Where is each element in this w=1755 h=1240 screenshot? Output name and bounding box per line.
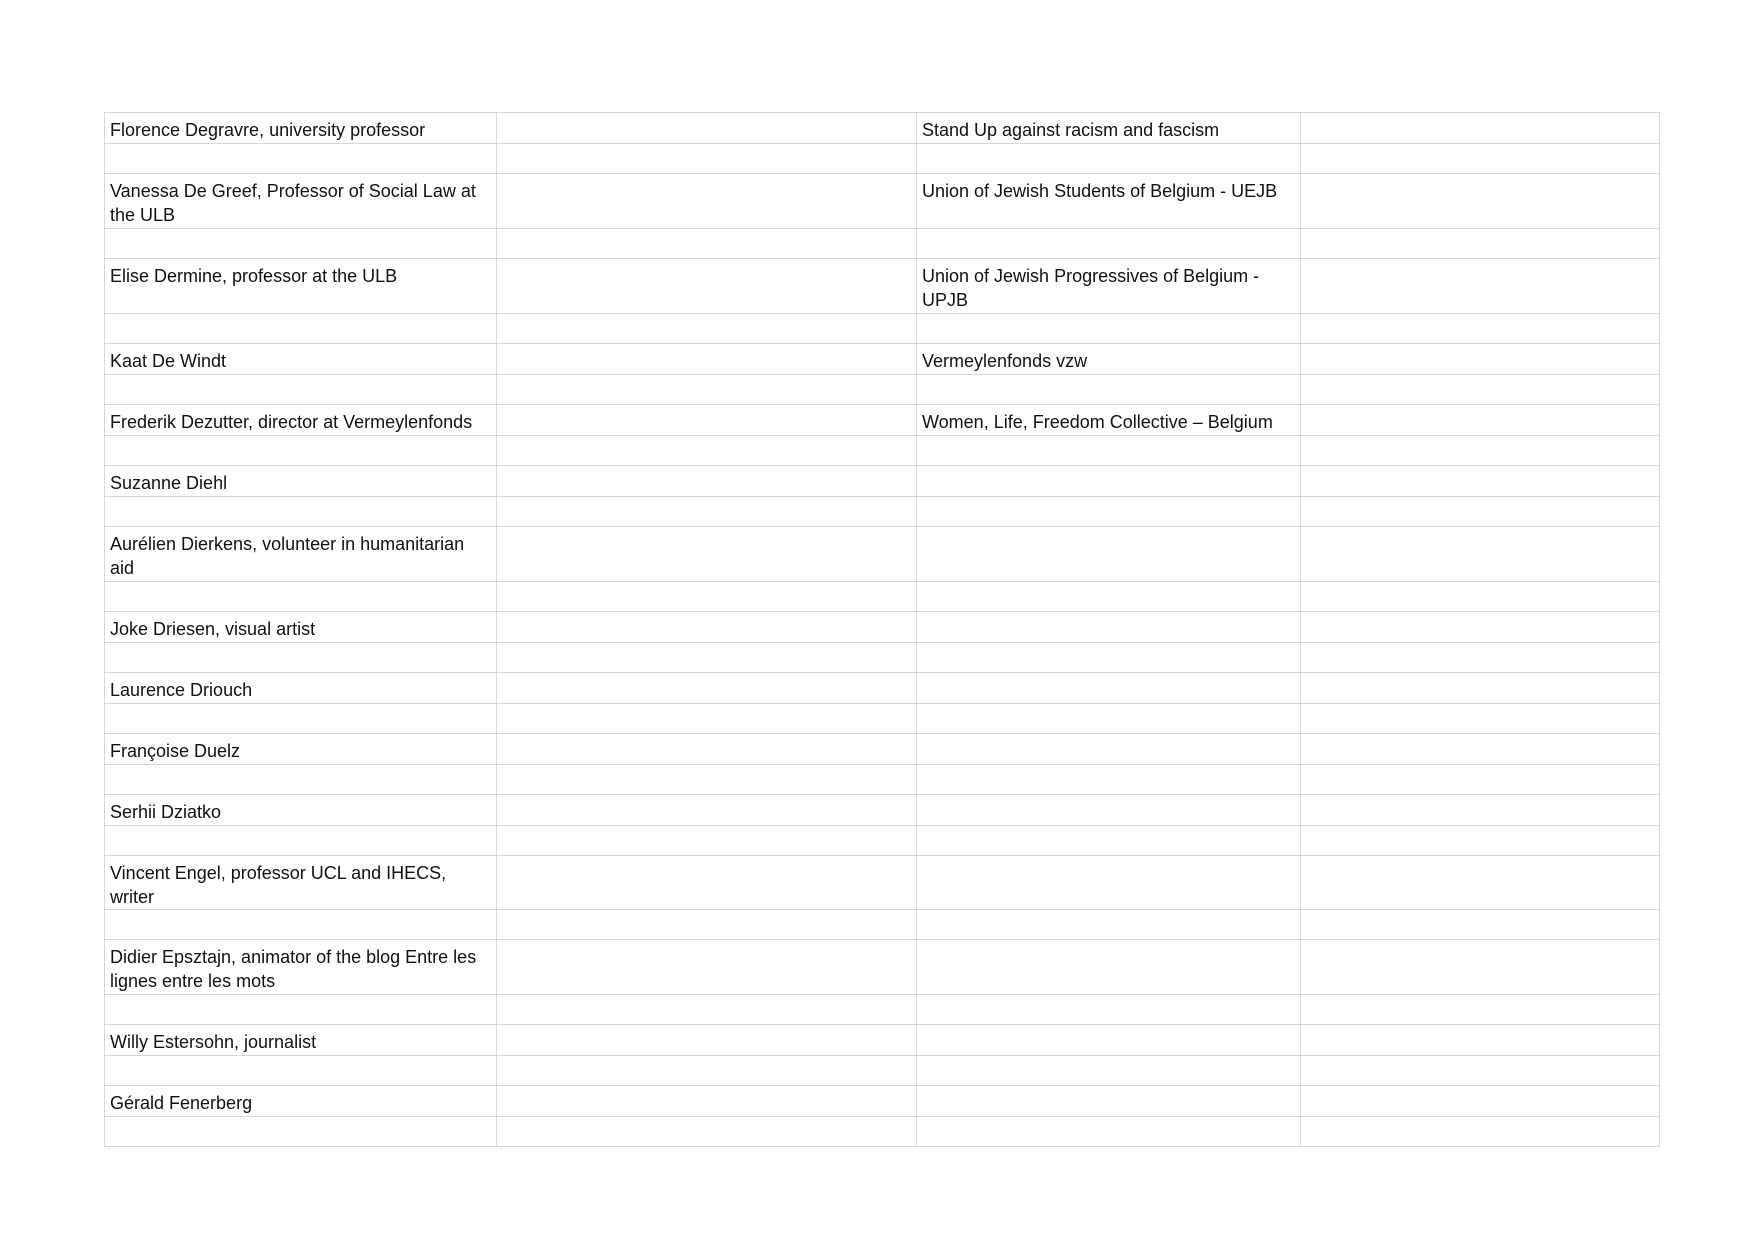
- individual-signatory-cell: Vincent Engel, professor UCL and IHECS, writer: [105, 856, 497, 910]
- organization-signatory-cell: [917, 1086, 1301, 1117]
- empty-cell: [1301, 673, 1660, 704]
- empty-cell: [1301, 527, 1660, 582]
- individual-signatory-cell: Frederik Dezutter, director at Vermeylenfonds: [105, 405, 497, 436]
- spacer-row: [105, 582, 1660, 612]
- organization-signatory-cell: [917, 673, 1301, 704]
- spacer-row: [105, 1056, 1660, 1086]
- empty-cell: [1301, 259, 1660, 314]
- empty-cell: [497, 113, 917, 144]
- spacer-row: [105, 910, 1660, 940]
- empty-cell: [1301, 1086, 1660, 1117]
- empty-cell: [497, 1025, 917, 1056]
- table-row: [105, 734, 1660, 765]
- individual-signatory-cell: Françoise Duelz: [105, 734, 497, 765]
- table-row: [105, 612, 1660, 643]
- organization-signatory-cell: Vermeylenfonds vzw: [917, 344, 1301, 375]
- individual-signatory-cell: Serhii Dziatko: [105, 795, 497, 826]
- organization-signatory-cell: [917, 795, 1301, 826]
- empty-cell: [497, 734, 917, 765]
- individual-signatory-cell: Suzanne Diehl: [105, 466, 497, 497]
- table-row: [105, 113, 1660, 144]
- spacer-row: [105, 765, 1660, 795]
- table-row: [105, 795, 1660, 826]
- organization-signatory-cell: Union of Jewish Progressives of Belgium - UPJB: [917, 259, 1301, 314]
- organization-signatory-cell: [917, 734, 1301, 765]
- empty-cell: [1301, 856, 1660, 910]
- table-row: [105, 940, 1660, 995]
- spacer-row: [105, 436, 1660, 466]
- spacer-row: [105, 1117, 1660, 1147]
- table-row: [105, 1025, 1660, 1056]
- empty-cell: [497, 405, 917, 436]
- organization-signatory-cell: [917, 466, 1301, 497]
- individual-signatory-cell: Laurence Driouch: [105, 673, 497, 704]
- signatory-table: [104, 112, 1660, 1147]
- spacer-row: [105, 497, 1660, 527]
- organization-signatory-cell: [917, 856, 1301, 910]
- empty-cell: [497, 344, 917, 375]
- organization-signatory-cell: Women, Life, Freedom Collective – Belgium: [917, 405, 1301, 436]
- spacer-row: [105, 375, 1660, 405]
- organization-signatory-cell: Union of Jewish Students of Belgium - UEJB: [917, 174, 1301, 229]
- empty-cell: [1301, 344, 1660, 375]
- individual-signatory-cell: Vanessa De Greef, Professor of Social Law at the ULB: [105, 174, 497, 229]
- empty-cell: [497, 795, 917, 826]
- table-row: [105, 259, 1660, 314]
- empty-cell: [497, 856, 917, 910]
- individual-signatory-cell: Joke Driesen, visual artist: [105, 612, 497, 643]
- empty-cell: [497, 940, 917, 995]
- empty-cell: [1301, 940, 1660, 995]
- organization-signatory-cell: [917, 940, 1301, 995]
- table-row: [105, 673, 1660, 704]
- spacer-row: [105, 704, 1660, 734]
- empty-cell: [497, 527, 917, 582]
- table-row: [105, 466, 1660, 497]
- individual-signatory-cell: Didier Epsztajn, animator of the blog Entre les lignes entre les mots: [105, 940, 497, 995]
- spacer-row: [105, 144, 1660, 174]
- empty-cell: [497, 466, 917, 497]
- table-row: [105, 856, 1660, 910]
- empty-cell: [1301, 734, 1660, 765]
- empty-cell: [1301, 795, 1660, 826]
- table-row: [105, 405, 1660, 436]
- individual-signatory-cell: Aurélien Dierkens, volunteer in humanitarian aid: [105, 527, 497, 582]
- spacer-row: [105, 826, 1660, 856]
- spacer-row: [105, 314, 1660, 344]
- spacer-row: [105, 643, 1660, 673]
- table-row: [105, 1086, 1660, 1117]
- individual-signatory-cell: Kaat De Windt: [105, 344, 497, 375]
- individual-signatory-cell: Florence Degravre, university professor: [105, 113, 497, 144]
- empty-cell: [497, 1086, 917, 1117]
- organization-signatory-cell: [917, 1025, 1301, 1056]
- empty-cell: [1301, 113, 1660, 144]
- individual-signatory-cell: Gérald Fenerberg: [105, 1086, 497, 1117]
- empty-cell: [1301, 466, 1660, 497]
- organization-signatory-cell: [917, 612, 1301, 643]
- individual-signatory-cell: Elise Dermine, professor at the ULB: [105, 259, 497, 314]
- empty-cell: [1301, 174, 1660, 229]
- individual-signatory-cell: Willy Estersohn, journalist: [105, 1025, 497, 1056]
- organization-signatory-cell: Stand Up against racism and fascism: [917, 113, 1301, 144]
- spacer-row: [105, 995, 1660, 1025]
- table-row: [105, 344, 1660, 375]
- spacer-row: [105, 229, 1660, 259]
- empty-cell: [1301, 612, 1660, 643]
- empty-cell: [497, 612, 917, 643]
- empty-cell: [1301, 405, 1660, 436]
- empty-cell: [497, 174, 917, 229]
- empty-cell: [497, 259, 917, 314]
- table-row: [105, 174, 1660, 229]
- signatory-sheet: [104, 112, 1659, 1147]
- organization-signatory-cell: [917, 527, 1301, 582]
- empty-cell: [1301, 1025, 1660, 1056]
- table-row: [105, 527, 1660, 582]
- empty-cell: [497, 673, 917, 704]
